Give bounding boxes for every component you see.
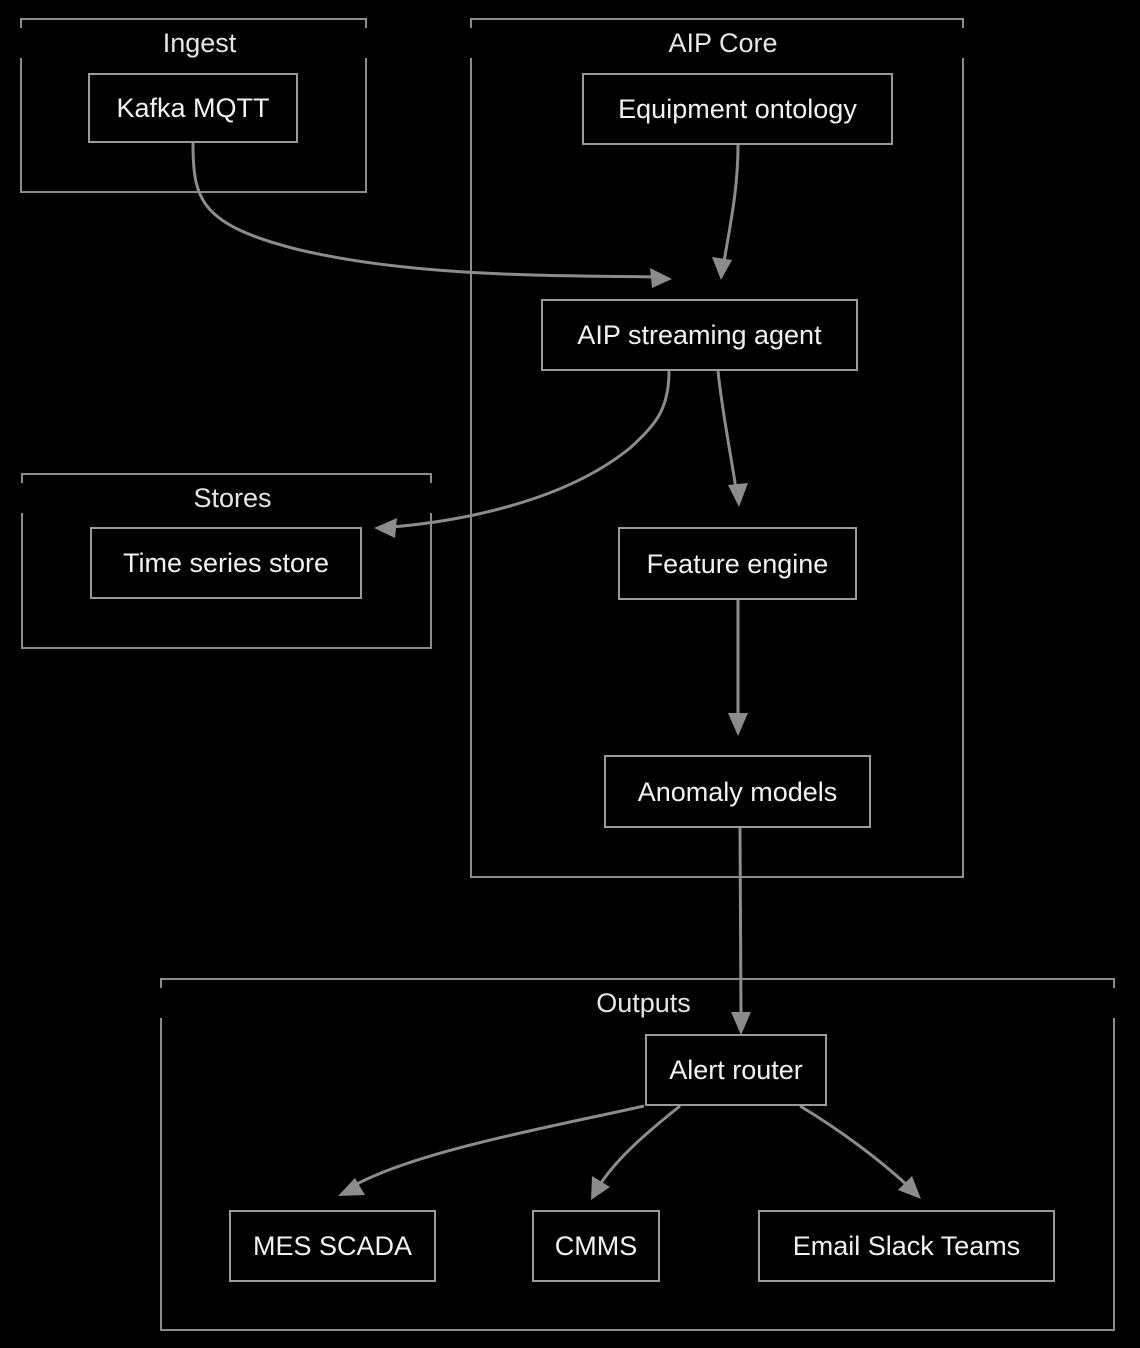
node-feature-engine[interactable] (618, 527, 857, 600)
node-cmms[interactable] (532, 1210, 660, 1282)
cluster-aip-core (470, 18, 964, 878)
cluster-aip-core-label: AIP Core (470, 28, 976, 58)
node-kafka-mqtt-label: Kafka MQTT (116, 93, 270, 123)
node-kafka-mqtt[interactable] (88, 73, 298, 143)
node-mes-scada-label: MES SCADA (252, 1231, 413, 1261)
cluster-stores-label: Stores (21, 483, 444, 513)
node-alert-router-label: Alert router (669, 1055, 803, 1085)
node-email-slack-teams-label: Email Slack Teams (792, 1231, 1021, 1261)
node-time-series-store-label: Time series store (122, 548, 330, 578)
node-mes-scada[interactable] (229, 1210, 436, 1282)
node-cmms-label: CMMS (554, 1231, 638, 1261)
node-feature-engine-label: Feature engine (646, 548, 829, 579)
node-aip-streaming-agent-label: AIP streaming agent (577, 320, 822, 350)
node-anomaly-models-label: Anomaly models (637, 776, 838, 807)
node-anomaly-models[interactable] (604, 755, 871, 828)
node-equipment-ontology-label: Equipment ontology (618, 94, 857, 124)
node-aip-streaming-agent[interactable] (541, 299, 858, 371)
cluster-ingest-label: Ingest (20, 28, 379, 58)
node-email-slack-teams[interactable] (758, 1210, 1055, 1282)
cluster-outputs-label: Outputs (160, 988, 1127, 1018)
node-alert-router[interactable] (645, 1034, 827, 1106)
node-equipment-ontology[interactable] (582, 73, 893, 145)
node-time-series-store[interactable] (90, 527, 362, 599)
